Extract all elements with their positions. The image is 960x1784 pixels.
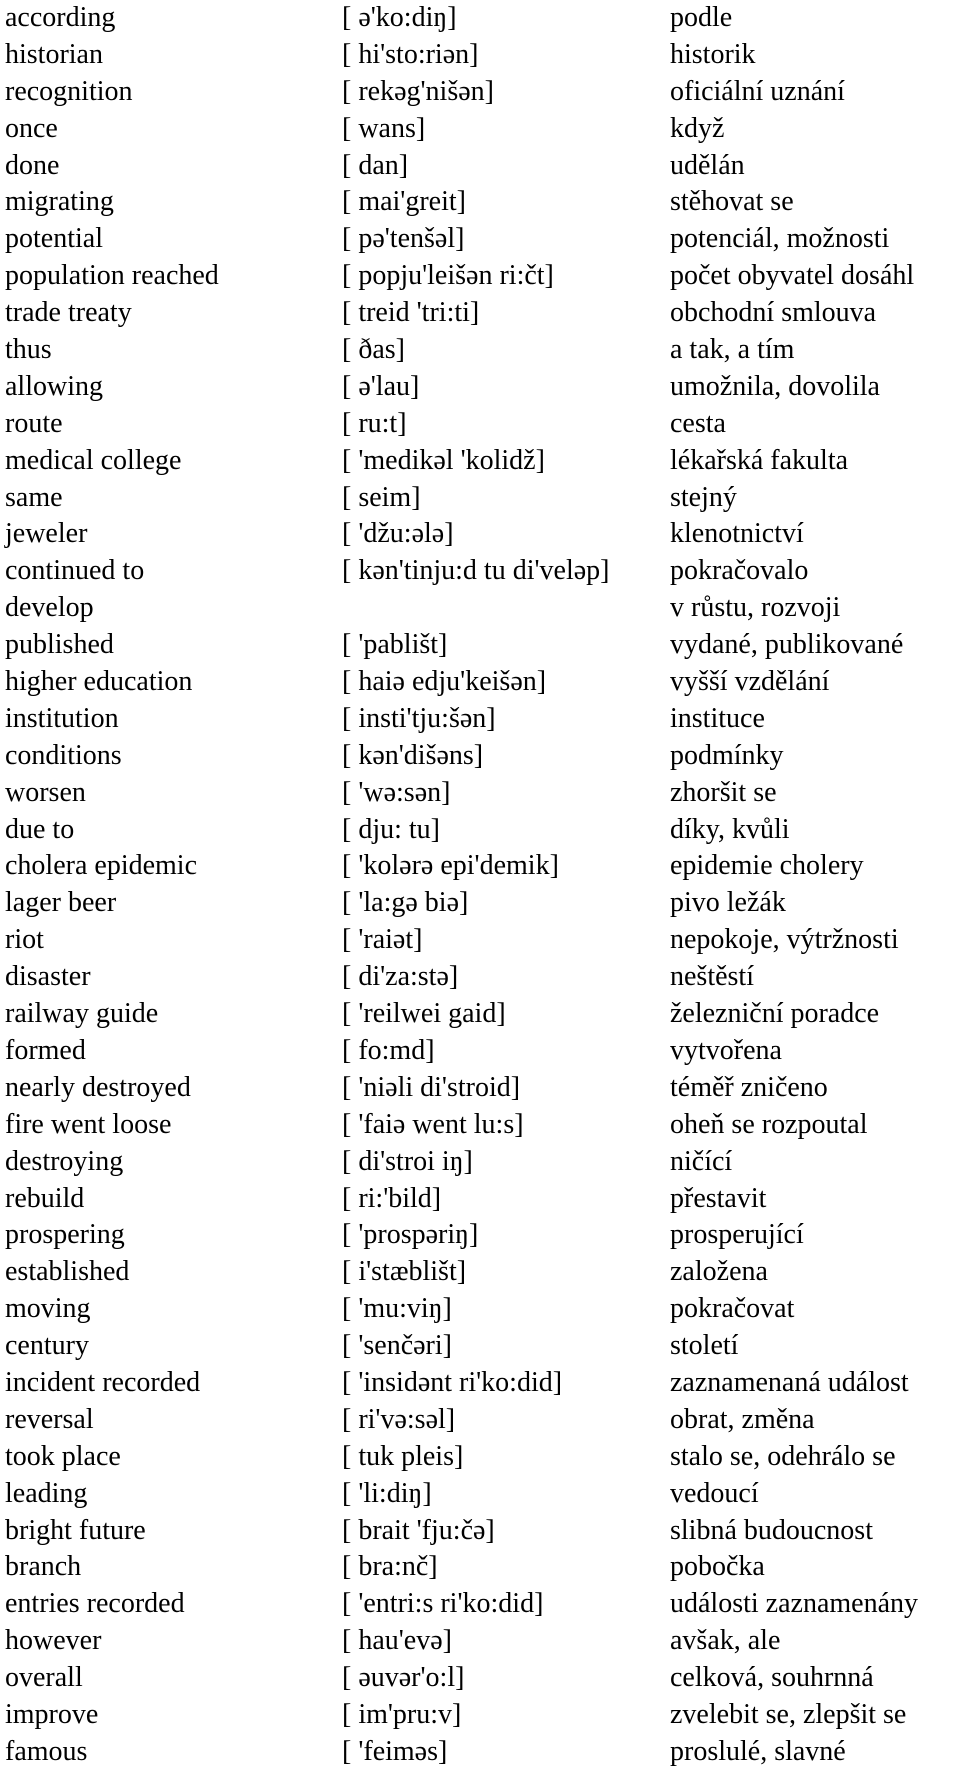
english-term: lager beer — [5, 887, 117, 919]
czech-translation: století — [670, 1330, 739, 1362]
czech-translation: díky, kvůli — [670, 813, 790, 845]
vocab-row — [0, 590, 960, 627]
pronunciation: [ 'feiməs] — [342, 1735, 448, 1767]
czech-translation: stěhovat se — [670, 186, 794, 218]
pronunciation: [ 'insidənt ri'ko:did] — [342, 1366, 563, 1398]
pronunciation: [ brait 'fju:čə] — [342, 1514, 495, 1546]
pronunciation: [ di'za:stə] — [342, 961, 459, 993]
english-term: once — [5, 112, 58, 144]
vocab-row — [0, 1033, 960, 1070]
czech-translation: vyšší vzdělání — [670, 666, 830, 698]
czech-translation: přestavit — [670, 1182, 767, 1214]
vocab-row — [0, 1254, 960, 1291]
pronunciation: [ i'stæblišt] — [342, 1256, 467, 1288]
vocab-row — [0, 0, 960, 37]
vocab-row — [0, 332, 960, 369]
vocab-row — [0, 738, 960, 775]
czech-translation: lékařská fakulta — [670, 444, 849, 476]
english-term: route — [5, 407, 63, 439]
english-term: trade treaty — [5, 297, 132, 329]
english-term: destroying — [5, 1145, 124, 1177]
vocab-row — [0, 406, 960, 443]
english-term: railway guide — [5, 998, 159, 1030]
pronunciation: [ popju'leišən ri:čt] — [342, 260, 554, 292]
czech-translation: obrat, změna — [670, 1403, 815, 1435]
vocab-row — [0, 184, 960, 221]
czech-translation: nepokoje, výtržnosti — [670, 924, 899, 956]
english-term: century — [5, 1330, 89, 1362]
vocab-row — [0, 74, 960, 111]
english-term: population reached — [5, 260, 219, 292]
czech-translation: cesta — [670, 407, 726, 439]
english-term: bright future — [5, 1514, 146, 1546]
vocab-row — [0, 1291, 960, 1328]
czech-translation: téměř zničeno — [670, 1071, 828, 1103]
vocab-row — [0, 516, 960, 553]
czech-translation: založena — [670, 1256, 768, 1288]
vocab-row — [0, 1660, 960, 1697]
english-term: formed — [5, 1034, 86, 1066]
pronunciation: [ ru:t] — [342, 407, 407, 439]
pronunciation: [ kən'dišəns] — [342, 739, 484, 771]
vocab-row — [0, 1734, 960, 1771]
english-term: entries recorded — [5, 1588, 185, 1620]
english-term: prospering — [5, 1219, 125, 1251]
czech-translation: pivo ležák — [670, 887, 786, 919]
pronunciation: [ mai'greit] — [342, 186, 466, 218]
vocab-row — [0, 664, 960, 701]
czech-translation: zvelebit se, zlepšit se — [670, 1698, 907, 1730]
vocab-row — [0, 111, 960, 148]
czech-translation: historik — [670, 38, 756, 70]
vocab-row — [0, 922, 960, 959]
czech-translation: pokračovalo — [670, 555, 809, 587]
pronunciation: [ 'entri:s ri'ko:did] — [342, 1588, 544, 1620]
pronunciation: [ əuvər'o:l] — [342, 1662, 465, 1694]
english-term: took place — [5, 1440, 121, 1472]
english-term: historian — [5, 38, 103, 70]
pronunciation: [ hau'evə] — [342, 1625, 452, 1657]
vocab-row — [0, 1402, 960, 1439]
czech-translation: vydané, publikované — [670, 629, 904, 661]
czech-translation: podle — [670, 2, 733, 33]
english-term: medical college — [5, 444, 182, 476]
czech-translation: pobočka — [670, 1551, 765, 1583]
czech-translation: stalo se, odehrálo se — [670, 1440, 896, 1472]
czech-translation: podmínky — [670, 739, 784, 771]
vocab-row — [0, 1365, 960, 1402]
pronunciation: [ ə'ko:diŋ] — [342, 2, 457, 33]
english-term: conditions — [5, 739, 122, 771]
english-term: famous — [5, 1735, 88, 1767]
vocab-row — [0, 1476, 960, 1513]
pronunciation: [ dan] — [342, 149, 409, 181]
pronunciation: [ pə'tenšəl] — [342, 223, 465, 255]
czech-translation: když — [670, 112, 725, 144]
vocab-row — [0, 258, 960, 295]
pronunciation: [ ə'lau] — [342, 370, 420, 402]
vocab-row — [0, 1144, 960, 1181]
english-term: established — [5, 1256, 130, 1288]
czech-translation: neštěstí — [670, 961, 754, 993]
english-term: fire went loose — [5, 1108, 172, 1140]
english-term: reversal — [5, 1403, 94, 1435]
vocab-row — [0, 553, 960, 590]
czech-translation: železniční poradce — [670, 998, 880, 1030]
english-term: jeweler — [5, 518, 88, 550]
english-term: nearly destroyed — [5, 1071, 191, 1103]
english-term: due to — [5, 813, 75, 845]
czech-translation: počet obyvatel dosáhl — [670, 260, 915, 292]
pronunciation: [ 'mu:viŋ] — [342, 1293, 452, 1325]
czech-translation: klenotnictví — [670, 518, 804, 550]
vocab-row — [0, 1439, 960, 1476]
pronunciation: [ 'reilwei gaid] — [342, 998, 506, 1030]
pronunciation: [ seim] — [342, 481, 421, 513]
vocab-row — [0, 1549, 960, 1586]
english-term: overall — [5, 1662, 83, 1694]
czech-translation: ničící — [670, 1145, 733, 1177]
czech-translation: obchodní smlouva — [670, 297, 877, 329]
pronunciation: [ 'raiət] — [342, 924, 423, 956]
pronunciation: [ 'li:diŋ] — [342, 1477, 432, 1509]
pronunciation: [ wans] — [342, 112, 426, 144]
pronunciation: [ 'prospəriŋ] — [342, 1219, 479, 1251]
vocab-row — [0, 1181, 960, 1218]
vocab-row — [0, 369, 960, 406]
vocab-row — [0, 848, 960, 885]
pronunciation: [ kən'tinju:d tu di'veləp] — [342, 555, 610, 587]
czech-translation: oficiální uznání — [670, 75, 845, 107]
english-term: riot — [5, 924, 44, 956]
pronunciation: [ 'džu:ələ] — [342, 518, 454, 550]
pronunciation: [ bra:nč] — [342, 1551, 438, 1583]
pronunciation: [ ri:'bild] — [342, 1182, 442, 1214]
vocab-row — [0, 701, 960, 738]
english-term: published — [5, 629, 114, 661]
czech-translation: v růstu, rozvoji — [670, 592, 841, 624]
vocab-row — [0, 1107, 960, 1144]
english-term: moving — [5, 1293, 91, 1325]
vocab-row — [0, 1697, 960, 1734]
pronunciation: [ 'wə:sən] — [342, 776, 451, 808]
czech-translation: vedoucí — [670, 1477, 759, 1509]
vocab-row — [0, 775, 960, 812]
czech-translation: oheň se rozpoutal — [670, 1108, 868, 1140]
pronunciation: [ di'stroi iŋ] — [342, 1145, 473, 1177]
vocab-row — [0, 1328, 960, 1365]
pronunciation: [ tuk pleis] — [342, 1440, 464, 1472]
czech-translation: prosperující — [670, 1219, 804, 1251]
pronunciation: [ 'la:gə biə] — [342, 887, 469, 919]
vocab-row — [0, 1586, 960, 1623]
vocab-row — [0, 295, 960, 332]
czech-translation: vytvořena — [670, 1034, 782, 1066]
vocab-row — [0, 959, 960, 996]
pronunciation: [ 'faiə went lu:s] — [342, 1108, 524, 1140]
english-term: rebuild — [5, 1182, 85, 1214]
czech-translation: avšak, ale — [670, 1625, 781, 1657]
pronunciation: [ insti'tju:šən] — [342, 702, 496, 734]
english-term: incident recorded — [5, 1366, 201, 1398]
english-term: improve — [5, 1698, 99, 1730]
czech-translation: instituce — [670, 702, 765, 734]
czech-translation: zaznamenaná událost — [670, 1366, 909, 1398]
english-term: potential — [5, 223, 103, 255]
czech-translation: umožnila, dovolila — [670, 370, 880, 402]
vocab-row — [0, 1623, 960, 1660]
pronunciation: [ 'medikəl 'kolidž] — [342, 444, 545, 476]
pronunciation: [ haiə edju'keišən] — [342, 666, 547, 698]
english-term: migrating — [5, 186, 114, 218]
vocab-row — [0, 443, 960, 480]
czech-translation: udělán — [670, 149, 745, 181]
czech-translation: slibná budoucnost — [670, 1514, 873, 1546]
vocab-row — [0, 885, 960, 922]
pronunciation: [ hi'sto:riən] — [342, 38, 479, 70]
pronunciation: [ 'niəli di'stroid] — [342, 1071, 521, 1103]
czech-translation: potenciál, možnosti — [670, 223, 890, 255]
vocab-row — [0, 996, 960, 1033]
english-term: recognition — [5, 75, 133, 107]
english-term: however — [5, 1625, 102, 1657]
vocab-row — [0, 148, 960, 185]
vocab-row — [0, 37, 960, 74]
czech-translation: epidemie cholery — [670, 850, 864, 882]
english-term: leading — [5, 1477, 88, 1509]
english-term: worsen — [5, 776, 86, 808]
pronunciation: [ fo:md] — [342, 1034, 435, 1066]
czech-translation: události zaznamenány — [670, 1588, 919, 1620]
pronunciation: [ 'kolərə epi'demik] — [342, 850, 559, 882]
english-term: according — [5, 2, 116, 33]
pronunciation: [ ri'və:səl] — [342, 1403, 456, 1435]
czech-translation: stejný — [670, 481, 737, 513]
vocab-row — [0, 812, 960, 849]
pronunciation: [ 'senčəri] — [342, 1330, 452, 1362]
czech-translation: zhoršit se — [670, 776, 777, 808]
czech-translation: celková, souhrnná — [670, 1662, 874, 1694]
english-term: cholera epidemic — [5, 850, 198, 882]
english-term: done — [5, 149, 60, 181]
english-term: allowing — [5, 370, 103, 402]
pronunciation: [ dju: tu] — [342, 813, 440, 845]
vocab-row — [0, 221, 960, 258]
vocab-row — [0, 480, 960, 517]
english-term: continued to — [5, 555, 145, 587]
english-term: same — [5, 481, 63, 513]
english-term: higher education — [5, 666, 193, 698]
czech-translation: a tak, a tím — [670, 334, 795, 366]
czech-translation: pokračovat — [670, 1293, 795, 1325]
pronunciation: [ 'pablišt] — [342, 629, 448, 661]
vocab-row — [0, 627, 960, 664]
english-term: thus — [5, 334, 52, 366]
vocab-row — [0, 1070, 960, 1107]
czech-translation: proslulé, slavné — [670, 1735, 846, 1767]
english-term: institution — [5, 702, 119, 734]
english-term: disaster — [5, 961, 91, 993]
vocab-row — [0, 1217, 960, 1254]
pronunciation: [ ðas] — [342, 334, 405, 366]
pronunciation: [ rekəg'nišən] — [342, 75, 494, 107]
pronunciation: [ im'pru:v] — [342, 1698, 462, 1730]
english-term: develop — [5, 592, 94, 624]
vocab-row — [0, 1513, 960, 1550]
pronunciation: [ treid 'tri:ti] — [342, 297, 480, 329]
english-term: branch — [5, 1551, 82, 1583]
